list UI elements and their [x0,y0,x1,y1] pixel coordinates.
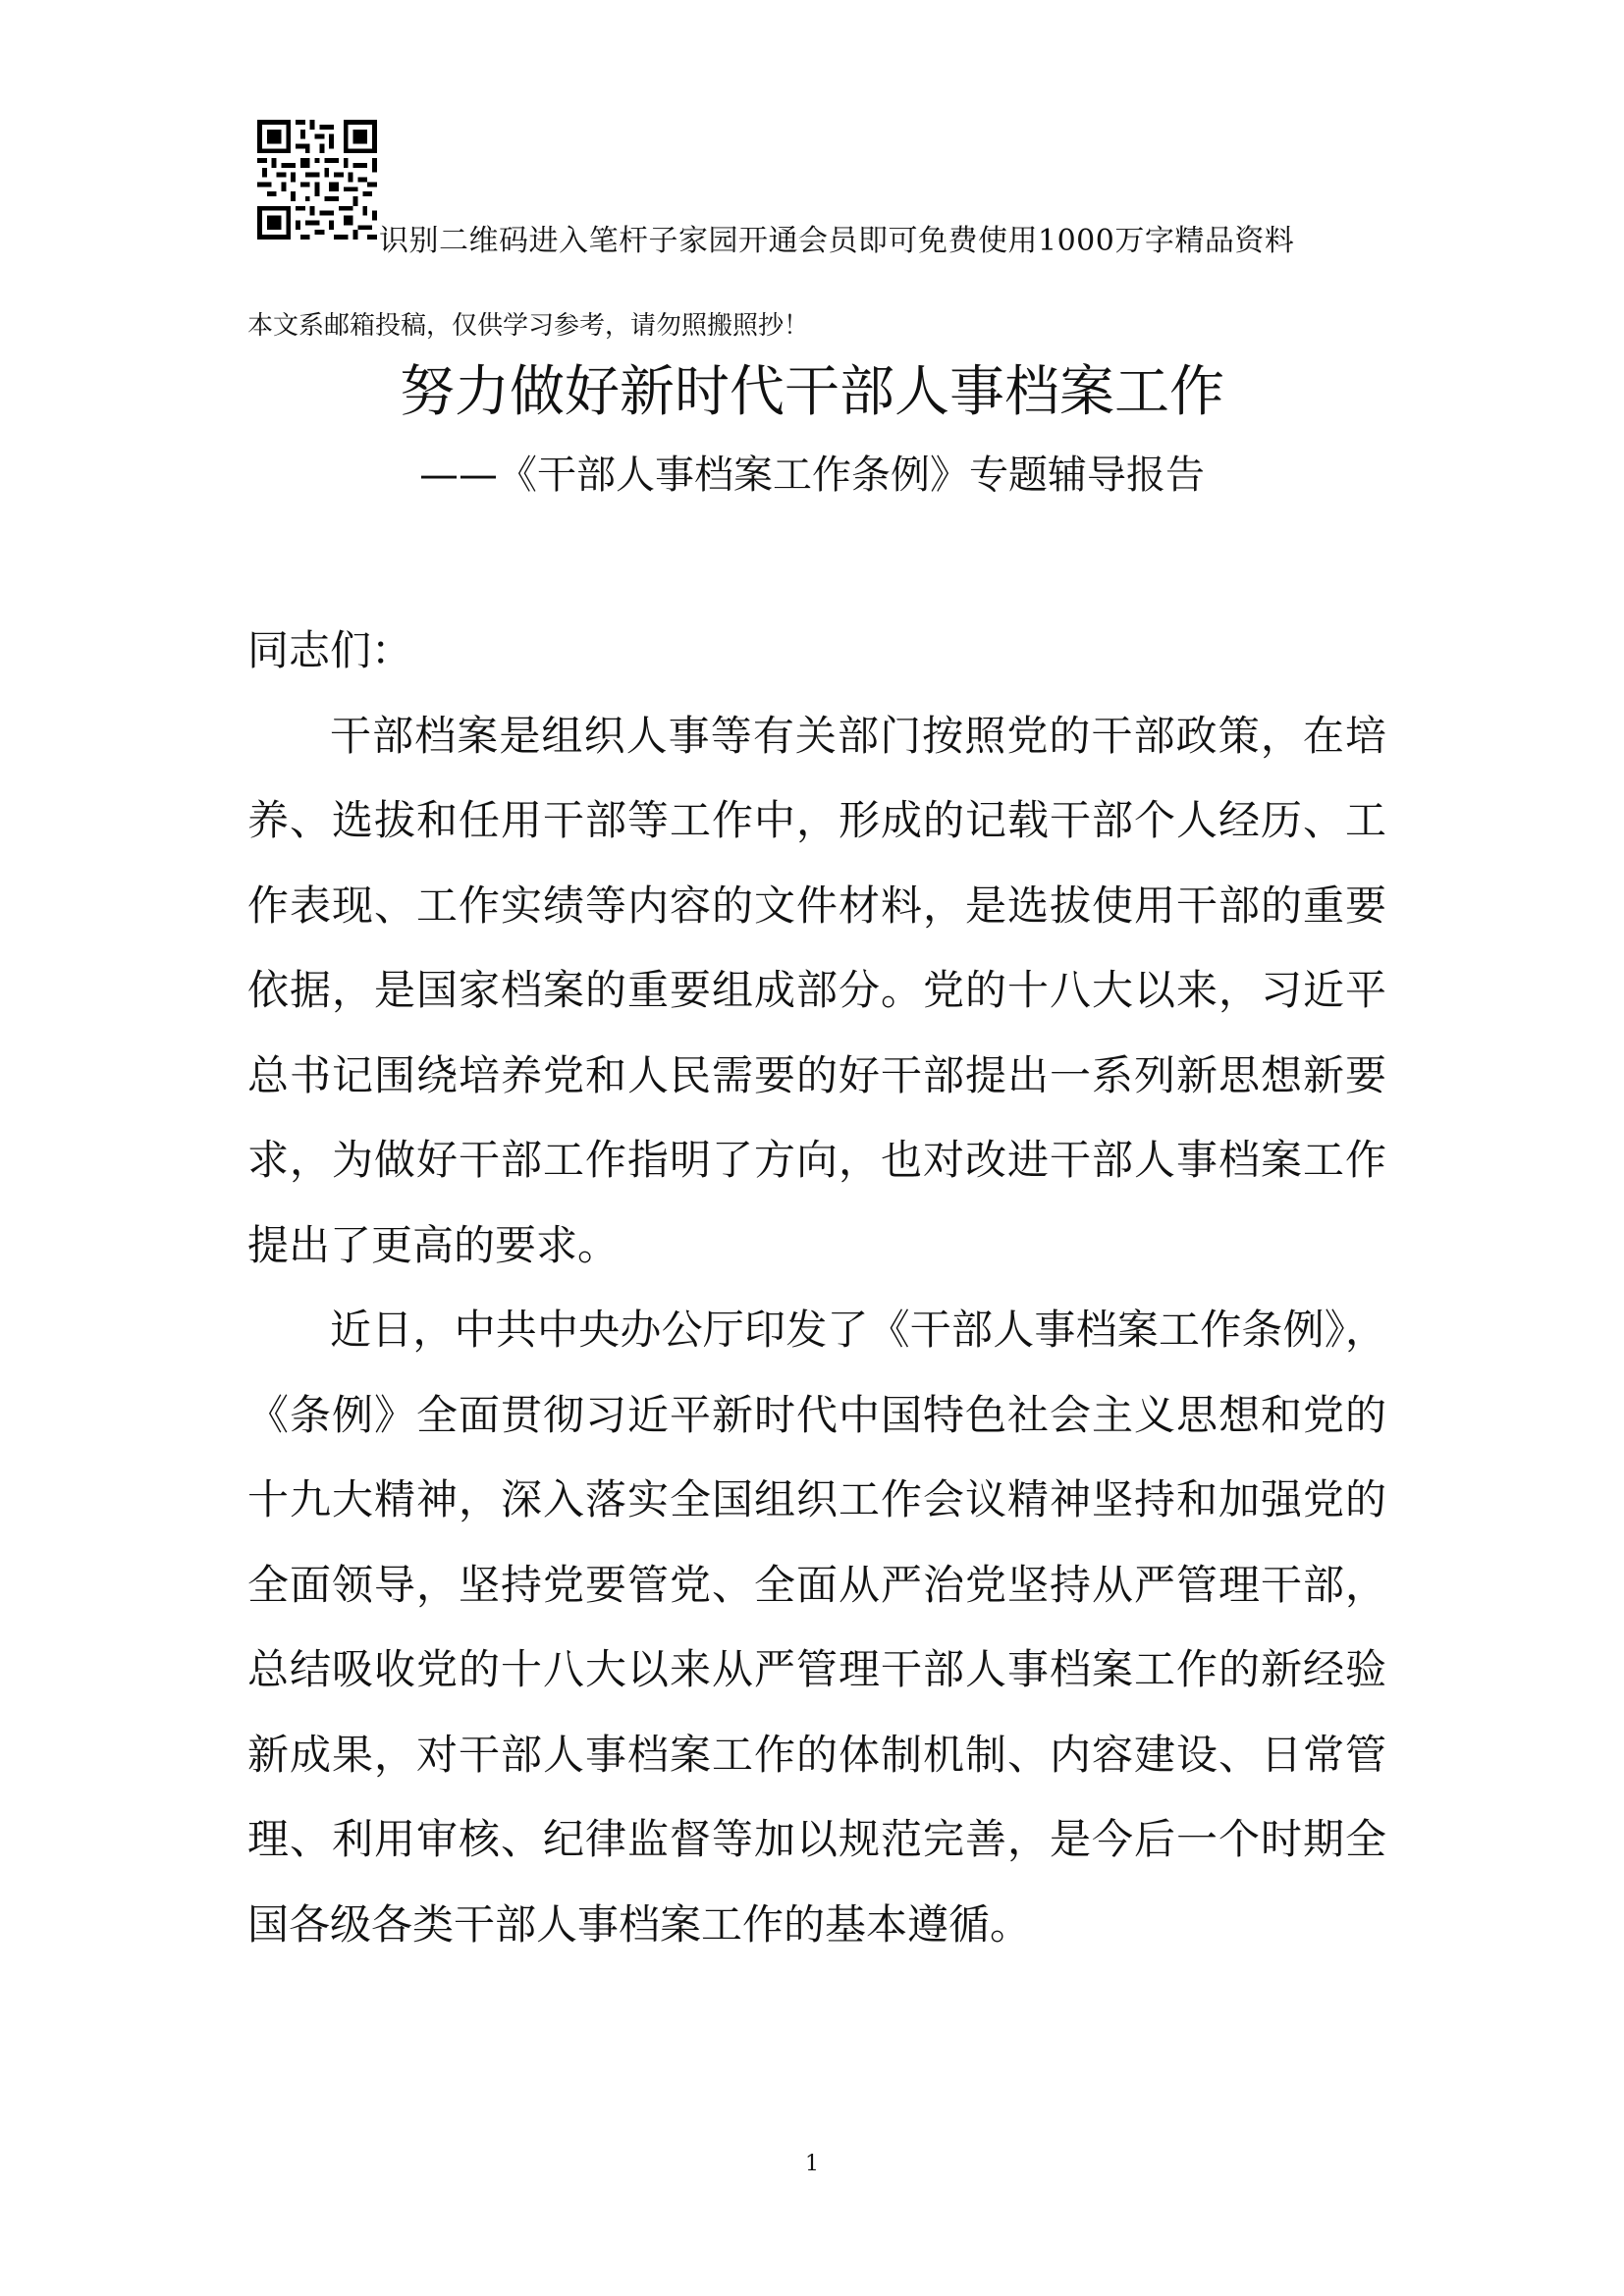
qr-code[interactable] [257,120,377,240]
qr-code-icon [257,120,377,240]
promo-text: 识别二维码进入笔杆子家园开通会员即可免费使用1000万字精品资料 [379,224,1295,258]
paragraph: 近日，中共中央办公厅印发了《干部人事档案工作条例》，《条例》全面贯彻习近平新时代中国特色社会主义思想和党的十九大精神，深入落实全国组织工作会议精神坚持和加强党的全面领导，坚持党要管党、全面从严治党坚持从严管理干部，总结吸收党的十八大以来从严管理干部人事档案工作的新经验新成果，对干部人事档案工作的体制机制、内容建设、日常管理、利用审核、纪律监督等加以规范完善，是今后一个时期全国各级各类干部人事档案工作的基本遵循。 [247,1306,1386,1949]
page-number: 1 [805,2152,819,2176]
document-title: 努力做好新时代干部人事档案工作 [400,360,1224,424]
document-body [247,609,1386,1967]
salutation: 同志们： [247,626,413,674]
copyright-notice: 本文系邮箱投稿，仅供学习参考，请勿照搬照抄！ [247,311,810,341]
document-subtitle: ——《干部人事档案工作条例》专题辅导报告 [419,453,1205,498]
paragraph: 干部档案是组织人事等有关部门按照党的干部政策，在培养、选拔和任用干部等工作中，形成的记载干部个人经历、工作表现、工作实绩等内容的文件材料，是选拔使用干部的重要依据，是国家档案的重要组成部分。党的十八大以来，习近平总书记围绕培养党和人民需要的好干部提出一系列新思想新要求，为做好干部工作指明了方向，也对改进干部人事档案工作提出了更高的要求。 [247,711,1386,1269]
